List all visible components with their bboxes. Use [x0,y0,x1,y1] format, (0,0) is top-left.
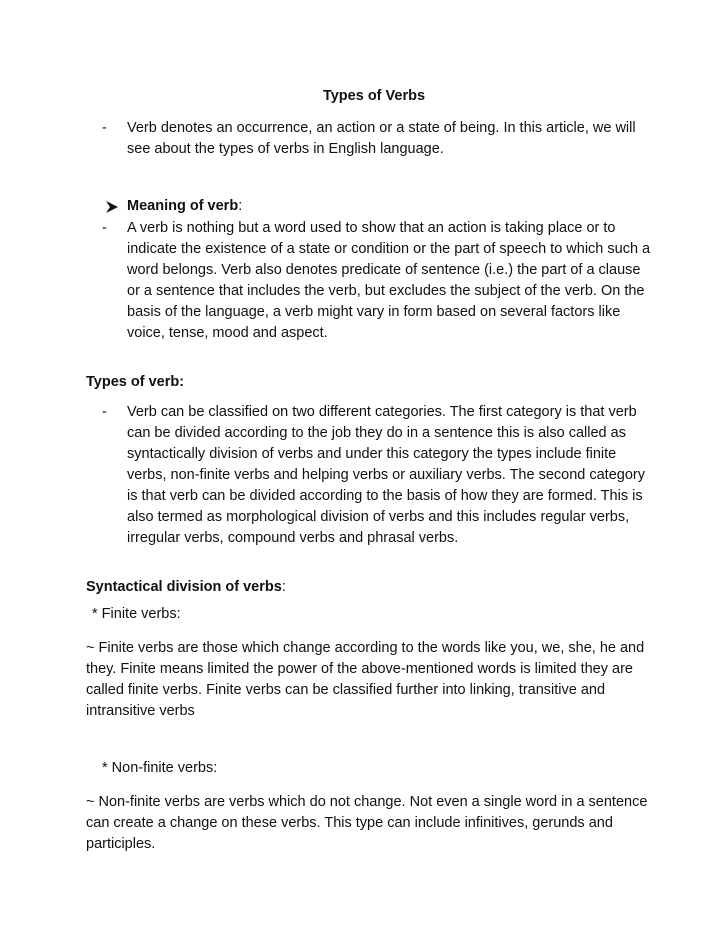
types-paragraph: Verb can be classified on two different categories. The first category is that verb can be divided according to the job they do in a sentence this is also called as syntactically division of verbs and under this category the types include finite verbs, non-finite verbs and helping verbs or auxiliary verbs. The second category is that verb can be divided according to the basis of how they are formed. This is also termed as morphological division of verbs and this includes regular verbs, irregular verbs, compound verbs and phrasal verbs. [127,404,645,546]
meaning-paragraph: A verb is nothing but a word used to show that an action is taking place or to indicate the existence of a state or condition or the part of speech to which such a word belongs. Verb also denotes predicate of sentence (i.e.) the part of a clause or a sentence that includes the verb, but excludes the subject of the verb. On the basis of the language, a verb might vary in form based on several factors like voice, tense, mood and aspect. [127,220,651,341]
finite-verbs-paragraph: ~ Finite verbs are those which change according to the words like you, we, she, he and they. Finite means limited the power of the above-mentioned words is limited they are called finite verbs. Finite verbs can be classified further into linking, transitive and intransitive verbs [86,640,645,719]
syntactical-heading-colon: : [281,579,286,595]
syntactical-heading [86,577,286,598]
types-heading: Types of verb: [86,374,185,390]
nonfinite-verbs-paragraph: ~ Non-finite verbs are verbs which do not change. Not even a single word in a sentence can create a change on these verbs. This type can include infinitives, gerunds and participles. [86,794,648,852]
intro-bullet-marker: - [102,120,107,136]
nonfinite-verbs-label: * Non-finite verbs: [102,760,218,776]
document-title: Types of Verbs [322,88,426,104]
finite-verbs-label: * Finite verbs: [92,606,181,622]
meaning-heading [127,196,657,217]
types-bullet-marker: - [102,404,107,420]
syntactical-heading-bold: Syntactical division of verbs [86,579,282,595]
arrow-bullet-icon [104,199,122,215]
meaning-heading-colon: : [238,198,243,214]
meaning-heading-bold: Meaning of verb [127,198,239,214]
intro-paragraph: Verb denotes an occurrence, an action or a state of being. In this article, we will see about the types of verbs in English language. [127,120,636,157]
meaning-bullet-marker: - [102,220,107,236]
